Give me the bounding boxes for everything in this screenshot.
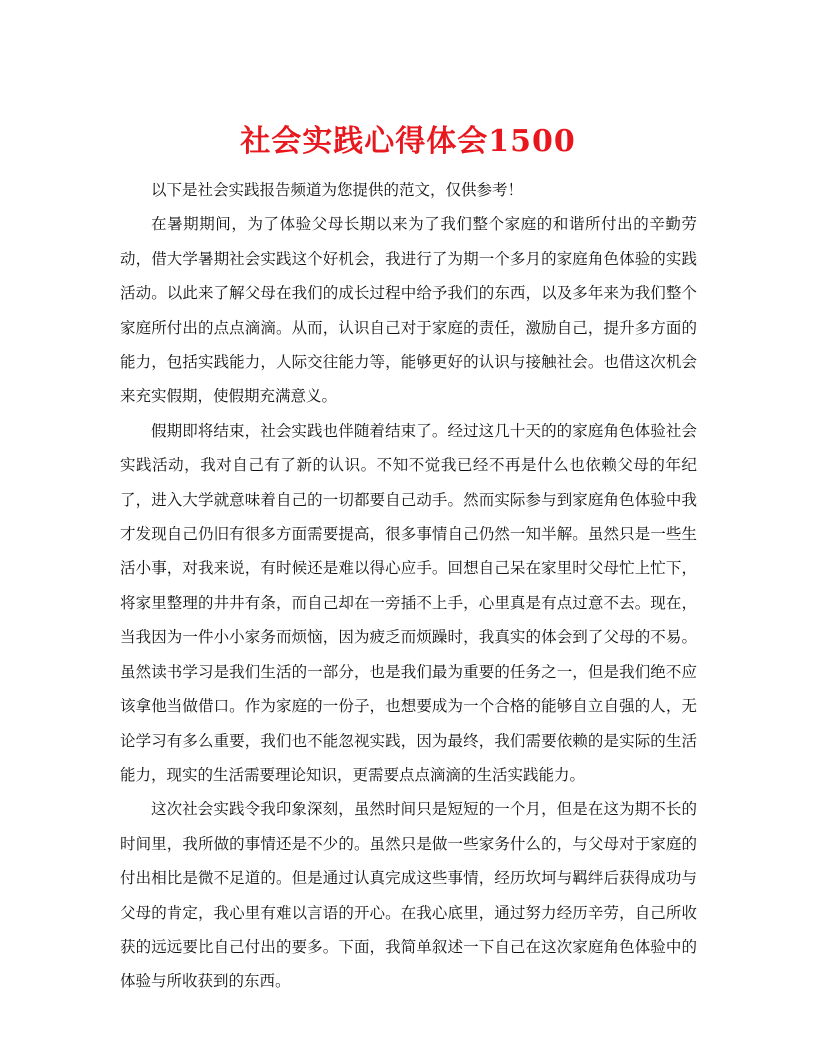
paragraph-intro: 以下是社会实践报告频道为您提供的范文，仅供参考！ [151, 181, 524, 199]
document-body [120, 173, 697, 999]
paragraph-1: 在暑期期间，为了体验父母长期以来为了我们整个家庭的和谐所付出的辛勤劳动，借大学暑期社会实践这个好机会，我进行了为期一个多月的家庭角色体验的实践活动。以此来了解父母在我们的成长过程中给予我们的东西，以及多年来为我们整个家庭所付出的点点滴滴。从而，认识自己对于家庭的责任，激励自己，提升多方面的能力，包括实践能力，人际交往能力等，能够更好的认识与接触社会。也借这次机会来充实假期，使假期充满意义。 [120, 215, 697, 406]
document-title: 社会实践心得体会1500 [240, 124, 576, 160]
paragraph-2: 假期即将结束，社会实践也伴随着结束了。经过这几十天的的家庭角色体验社会实践活动，我对自己有了新的认识。不知不觉我已经不再是什么也依赖父母的年纪了，进入大学就意味着自己的一切都要自己动手。然而实际参与到家庭角色体验中我才发现自己仍旧有很多方面需要提高，很多事情自己仍然一知半解。虽然只是一些生活小事，对我来说，有时候还是难以得心应手。回想自己呆在家里时父母忙上忙下，将家里整理的井井有条，而自己却在一旁插不上手，心里真是有点过意不去。现在，当我因为一件小小家务而烦恼，因为疲乏而烦躁时，我真实的体会到了父母的不易。虽然读书学习是我们生活的一部分，也是我们最为重要的任务之一，但是我们绝不应该拿他当做借口。作为家庭的一份子，也想要成为一个合格的能够自立自强的人，无论学习有多么重要，我们也不能忽视实践，因为最终，我们需要依赖的是实际的生活能力，现实的生活需要理论知识，更需要点点滴滴的生活实践能力。 [120, 421, 697, 784]
paragraph-3: 这次社会实践令我印象深刻，虽然时间只是短短的一个月，但是在这为期不长的时间里，我所做的事情还是不少的。虽然只是做一些家务什么的，与父母对于家庭的付出相比是微不足道的。但是通过认真完成这些事情，经历坎坷与羁绊后获得成功与父母的肯定，我心里有难以言语的开心。在我心底里，通过努力经历辛劳，自己所收获的远远要比自己付出的要多。下面，我简单叙述一下自己在这次家庭角色体验中的体验与所收获到的东西。 [120, 800, 697, 991]
